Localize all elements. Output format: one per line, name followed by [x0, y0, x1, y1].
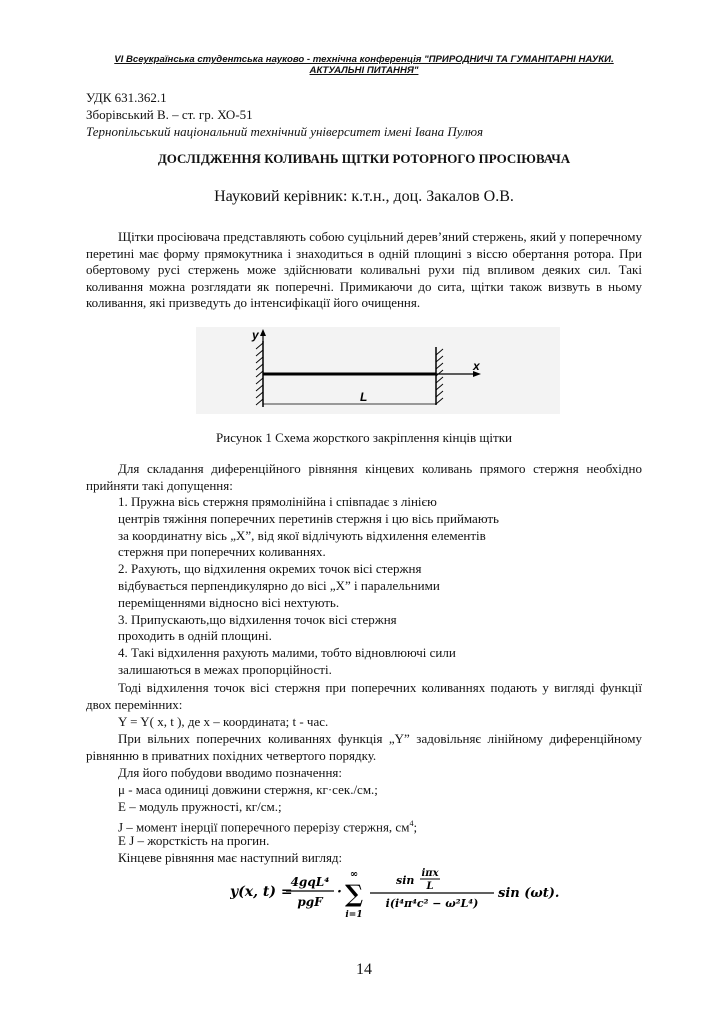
notation-j-text: J – момент інерції поперечного перерізу стержня, см: [118, 819, 410, 835]
list-line: проходить в одній площині.: [118, 628, 272, 644]
affiliation: Тернопільський національний технічний університет імені Івана Пулюя: [86, 124, 484, 139]
y-axis-arrow: [260, 329, 266, 336]
conference-header: [90, 54, 638, 76]
formula-sum-lower: i=1: [345, 910, 363, 920]
formula-sigma: ∑: [344, 879, 364, 908]
list-line: 2. Рахують, що відхилення окремих точок вісі стержня: [118, 561, 422, 577]
list-line: 1. Пружна вісь стержня прямолінійна і співпадає з лінією: [118, 494, 437, 509]
formula-svg: [230, 866, 570, 922]
list-line: 4. Такі відхилення рахують малими, тобто відновлюючі сили: [118, 645, 456, 661]
list-line: 3. Припускають,що відхилення точок вісі стержня: [118, 611, 397, 627]
author-line: Зборівський В. – ст. гр. ХО-51: [86, 107, 253, 122]
list-line: залишаються в межах пропорційності.: [118, 661, 332, 677]
beam-diagram: [196, 327, 560, 414]
formula-denominator: i(i⁴π⁴c² − ω²L⁴): [385, 897, 479, 910]
figure-caption: Рисунок 1 Схема жорсткого закріплення кінців щітки: [216, 430, 512, 445]
length-label: L: [360, 390, 368, 404]
free-vibration-paragraph: При вільних поперечних коливаннях функція „Y” задовільняє лінійному диференційному рівнянню в приватних похідних четвертого порядку.: [86, 731, 642, 763]
assumptions-intro: Для складання диференційного рівняння кінцевих коливань прямого стержня необхідно прийняти такі допущення:: [86, 461, 642, 493]
formula-sum-upper: ∞: [349, 869, 359, 880]
udk-code: УДК 631.362.1: [86, 90, 167, 105]
beam-figure: [196, 327, 560, 414]
y-function-line: Y = Y( x, t ), де х – координата; t - час.: [118, 714, 329, 729]
left-wall-hatch: [256, 343, 263, 405]
list-line: за координатну вісь „Х”, від якої відлічують відхилення елементів: [118, 527, 486, 543]
deflection-paragraph: Тоді відхилення точок вісі стержня при поперечних коливаннях подають у вигляді функції двох перемінних:: [86, 680, 642, 712]
y-axis-label: y: [252, 328, 259, 342]
notation-mu: μ - маса одиниці довжини стержня, кг·сек./см.;: [118, 782, 378, 797]
formula-lhs: y(x, t) =: [230, 884, 293, 900]
formula-coef-num: 4gqL⁴: [290, 875, 330, 889]
page-number: 14: [356, 961, 372, 978]
header-line-1: VI Всеукраїнська студентська науково - технічна конференція "ПРИРОДНИЧІ ТА ГУМАНІТАРНІ НАУКИ.: [114, 54, 614, 65]
notation-j-sup: 4: [409, 819, 414, 828]
intro-paragraph: Щітки просіювача представляють собою суцільний дерев’яний стержень, який у поперечному перетині має форму прямокутника і знаходиться в одній площині з віссю обертання ротора. При обертовому русі стержень може здійснювати коливальні рухи під впливом деяких сил. Такі коливання можна розглядати як поперечні. Примикаючи до сита, щітки також визвуть в ньому коливання, які призведуть до інтенсифікації його очищення.: [86, 229, 642, 311]
notation-intro: Для його побудови вводимо позначення:: [118, 765, 342, 780]
list-line: стержня при поперечних коливаннях.: [118, 544, 326, 560]
formula-inner-den: L: [426, 881, 434, 892]
formula-dot: ·: [337, 884, 342, 900]
notation-j-end: ;: [413, 819, 418, 835]
formula-inner-num: iπx: [421, 868, 439, 879]
formula-sin-label: sin: [396, 874, 415, 887]
list-line: відбувається перпендикулярно до вісі „Х” і паралельними: [118, 577, 440, 593]
notation-ej: E J – жорсткість на прогин.: [118, 833, 270, 848]
list-line: центрів тяжіння поперечних перетинів стержня і цю вісь приймають: [118, 510, 499, 526]
x-axis-label: x: [473, 359, 480, 373]
notation-e: E – модуль пружності, кг/см.;: [118, 799, 282, 814]
supervisor-line: Науковий керівник: к.т.н., доц. Закалов О.В.: [214, 188, 514, 205]
paper-title: ДОСЛІДЖЕННЯ КОЛИВАНЬ ЩІТКИ РОТОРНОГО ПРОСІЮВАЧА: [157, 151, 571, 166]
formula-coef-den: pgF: [297, 895, 323, 909]
list-line: переміщеннями відносно вісі нехтують.: [118, 594, 340, 610]
assumptions-list: [86, 494, 642, 679]
header-line-2: АКТУАЛЬНІ ПИТАННЯ": [309, 65, 419, 76]
paper-meta: [86, 89, 483, 140]
final-eq-intro: Кінцеве рівняння має наступний вигляд:: [118, 850, 343, 865]
formula-tail: sin (ωt).: [498, 886, 560, 901]
vibration-formula: [230, 866, 570, 922]
right-wall-hatch: [436, 349, 443, 404]
